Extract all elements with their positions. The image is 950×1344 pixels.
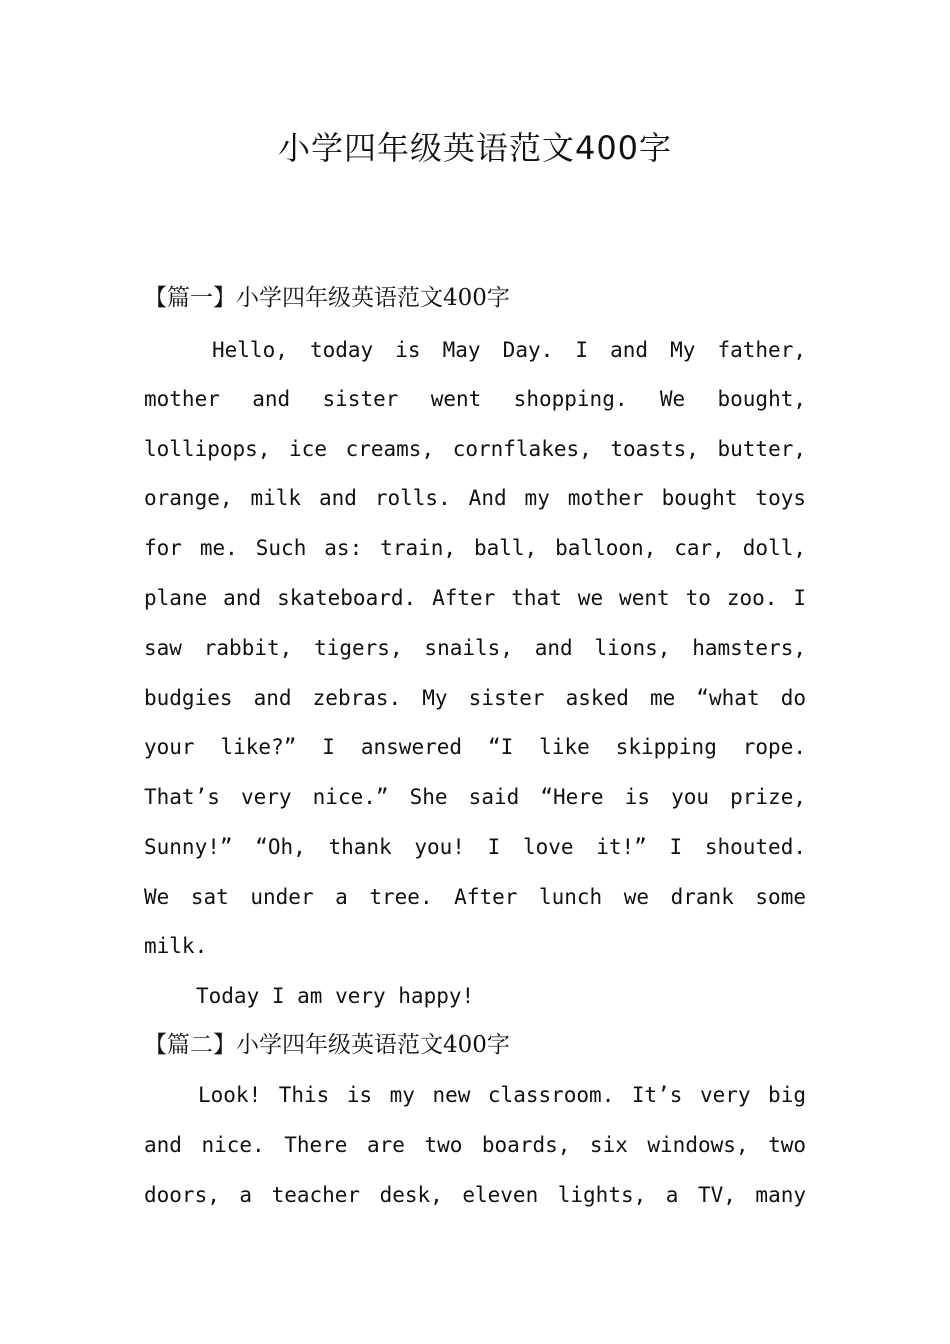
section-heading-1: 【篇一】小学四年级英语范文400字 <box>144 285 510 311</box>
page-title: 小学四年级英语范文400字 <box>277 129 673 167</box>
paragraph-line: Hello, today is May Day. I and My father, <box>212 338 806 362</box>
paragraph-line: Look! This is my new classroom. It’s very big <box>198 1083 806 1107</box>
paragraph-line: milk. <box>144 934 208 958</box>
paragraph-line: Sunny!” “Oh, thank you! I love it!” I shouted. <box>144 835 806 859</box>
paragraph-line: lollipops, ice creams, cornflakes, toasts, butter, <box>144 437 806 461</box>
paragraph-line: doors, a teacher desk, eleven lights, a TV, many <box>144 1183 806 1207</box>
paragraph-line: and nice. There are two boards, six windows, two <box>144 1133 806 1157</box>
paragraph-line: budgies and zebras. My sister asked me “what do <box>144 686 806 710</box>
paragraph-line: for me. Such as: train, ball, balloon, car, doll, <box>144 536 806 560</box>
paragraph-line: orange, milk and rolls. And my mother bought toys <box>144 486 806 510</box>
paragraph-line: mother and sister went shopping. We bought, <box>144 387 806 411</box>
paragraph-line: plane and skateboard. After that we went to zoo. I <box>144 586 806 610</box>
paragraph-line: your like?” I answered “I like skipping rope. <box>144 735 806 759</box>
paragraph-line: We sat under a tree. After lunch we drank some <box>144 885 806 909</box>
section-heading-2: 【篇二】小学四年级英语范文400字 <box>144 1032 510 1058</box>
paragraph-closing: Today I am very happy! <box>196 984 475 1008</box>
paragraph-line: saw rabbit, tigers, snails, and lions, hamsters, <box>144 636 806 660</box>
paragraph-line: That’s very nice.” She said “Here is you prize, <box>144 785 806 809</box>
